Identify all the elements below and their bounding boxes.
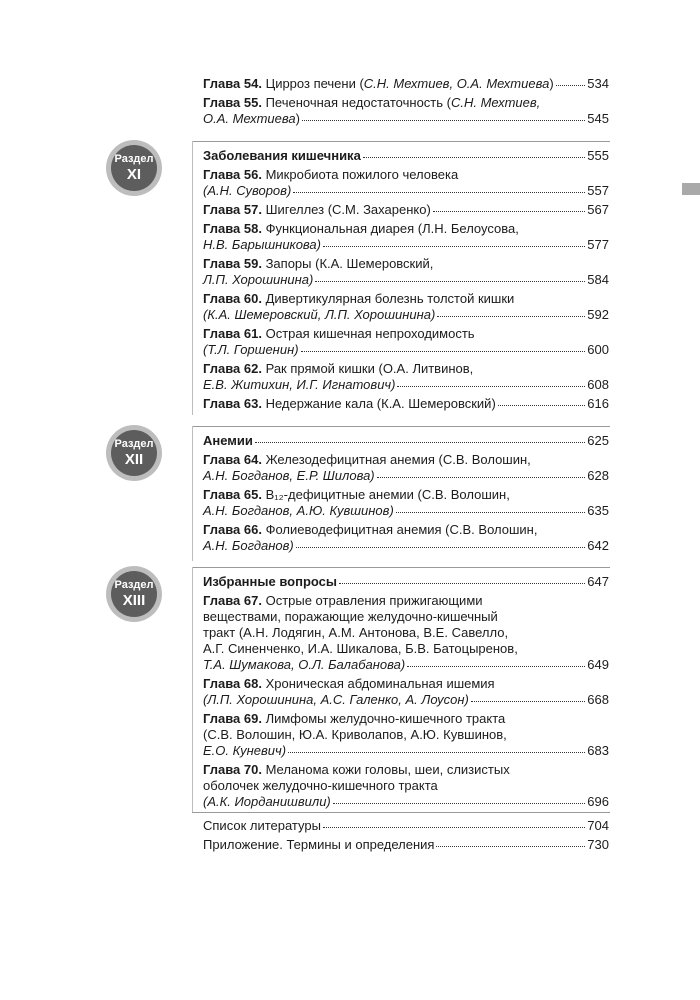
toc-entry-62[interactable]: Глава 62. Рак прямой кишки (О.А. Литвинов, Е.В. Житихин, И.Г. Игнатович) 608: [203, 361, 609, 392]
section-divider: [192, 426, 610, 427]
section-heading[interactable]: Анемии 625: [203, 433, 609, 448]
toc-entry-65[interactable]: Глава 65. B₁₂-дефицитные анемии (С.В. Волошин, А.Н. Богданов, А.Ю. Кувшинов) 635: [203, 487, 609, 518]
section-xiii: [203, 574, 609, 813]
toc-entry-69[interactable]: Глава 69. Лимфомы желудочно-кишечного тракта (С.В. Волошин, Ю.А. Криволапов, А.Ю. Кувшинов, Е.О. Куневич) 683: [203, 711, 609, 758]
toc-top-entries: [203, 76, 609, 130]
section-vertical-rule: [192, 567, 193, 812]
toc-entry-64[interactable]: Глава 64. Железодефицитная анемия (С.В. Волошин, А.Н. Богданов, Е.Р. Шилова) 628: [203, 452, 609, 483]
back-matter: [203, 818, 609, 856]
toc-entry-60[interactable]: Глава 60. Дивертикулярная болезнь толстой кишки (К.А. Шемеровский, Л.П. Хорошинина) 592: [203, 291, 609, 322]
section-xi: [203, 148, 609, 415]
toc-entry-54[interactable]: Глава 54. Цирроз печени (С.Н. Мехтиев, О.А. Мехтиева) 534: [203, 76, 609, 91]
page-number: 534: [587, 76, 609, 91]
section-divider: [192, 567, 610, 568]
page-number: 545: [587, 111, 609, 126]
toc-entry-appendix[interactable]: Приложение. Термины и определения 730: [203, 837, 609, 852]
leader-dots: [556, 74, 586, 86]
toc-entry-67[interactable]: Глава 67. Острые отравления прижигающими веществами, поражающие желудочно-кишечный тракт (А.Н. Лодягин, А.М. Антонова, В.Е. Савелло, А.Г. Синенченко, И.А. Шикалова, Б.В. Батоцыренов, Т.А. Шумакова, О.Л. Балабанова) 649: [203, 593, 609, 672]
side-tab-marker: [682, 183, 700, 195]
section-badge-xi: Раздел XI: [106, 140, 162, 196]
toc-entry-61[interactable]: Глава 61. Острая кишечная непроходимость (Т.Л. Горшенин) 600: [203, 326, 609, 357]
toc-entry-66[interactable]: Глава 66. Фолиеводефицитная анемия (С.В. Волошин, А.Н. Богданов) 642: [203, 522, 609, 553]
toc-entry-55[interactable]: Глава 55. Печеночная недостаточность (С.Н. Мехтиев, О.А. Мехтиева) 545: [203, 95, 609, 126]
section-divider: [192, 812, 610, 813]
toc-entry-59[interactable]: Глава 59. Запоры (К.А. Шемеровский, Л.П. Хорошинина) 584: [203, 256, 609, 287]
toc-entry-57[interactable]: Глава 57. Шигеллез (С.М. Захаренко) 567: [203, 202, 609, 217]
section-badge-xii: Раздел XII: [106, 425, 162, 481]
section-xii: [203, 433, 609, 557]
toc-entry-70[interactable]: Глава 70. Меланома кожи головы, шеи, слизистых оболочек желудочно-кишечного тракта (А.К. Иорданишвили) 696: [203, 762, 609, 809]
section-vertical-rule: [192, 426, 193, 561]
leader-dots: [302, 109, 585, 121]
toc-entry-references[interactable]: Список литературы 704: [203, 818, 609, 833]
toc-entry-56[interactable]: Глава 56. Микробиота пожилого человека (А.Н. Суворов) 557: [203, 167, 609, 198]
section-vertical-rule: [192, 141, 193, 415]
section-badge-xiii: Раздел XIII: [106, 566, 162, 622]
toc-entry-68[interactable]: Глава 68. Хроническая абдоминальная ишемия (Л.П. Хорошинина, А.С. Галенко, А. Лоусон) 668: [203, 676, 609, 707]
section-divider: [192, 141, 610, 142]
section-heading[interactable]: Избранные вопросы 647: [203, 574, 609, 589]
section-heading[interactable]: Заболевания кишечника 555: [203, 148, 609, 163]
toc-entry-63[interactable]: Глава 63. Недержание кала (К.А. Шемеровский) 616: [203, 396, 609, 411]
toc-entry-58[interactable]: Глава 58. Функциональная диарея (Л.Н. Белоусова, Н.В. Барышникова) 577: [203, 221, 609, 252]
